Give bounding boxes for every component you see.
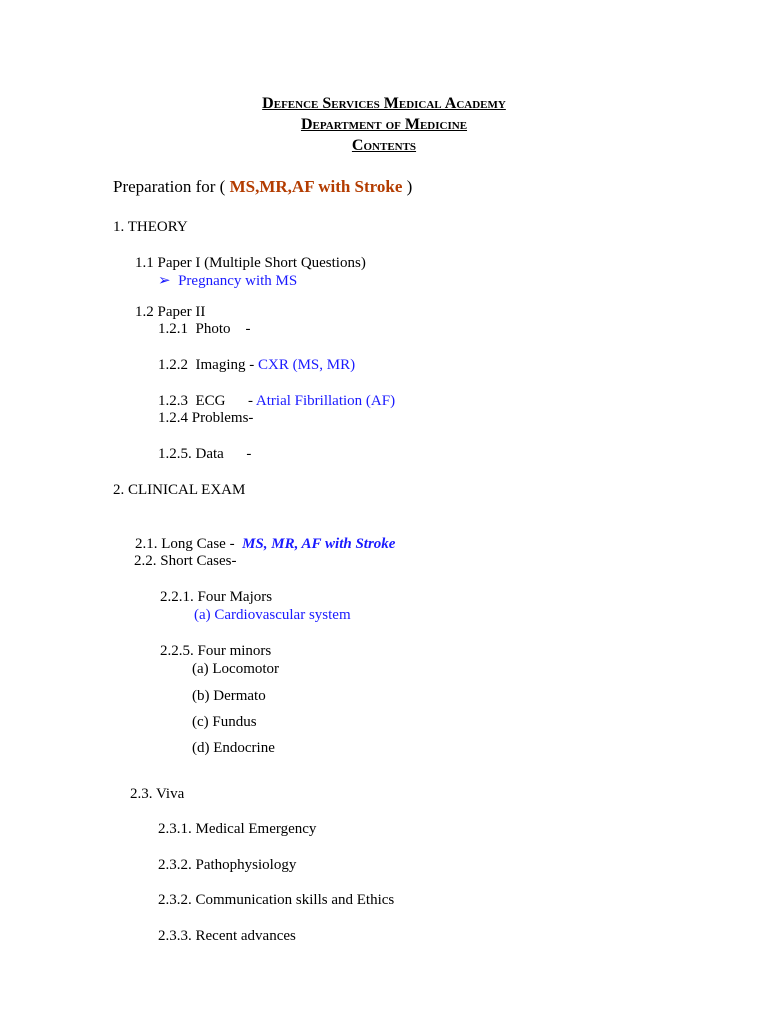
theory-heading: 1. THEORY <box>113 219 188 235</box>
long-case-value: MS, MR, AF with Stroke <box>242 536 396 552</box>
department-title: Department of Medicine <box>300 116 468 133</box>
viva-heading: 2.3. Viva <box>130 786 185 802</box>
minor-item: (c) Fundus <box>192 714 257 730</box>
viva-item: 2.3.2. Communication skills and Ethics <box>158 892 395 908</box>
viva-item: 2.3.3. Recent advances <box>158 928 296 944</box>
long-case-item <box>135 517 395 553</box>
pregnancy-ms-item: Pregnancy with MS <box>178 273 298 289</box>
four-majors-heading: 2.2.1. Four Majors <box>160 589 273 605</box>
contents-title: Contents <box>351 137 417 154</box>
minor-item: (d) Endocrine <box>192 740 275 756</box>
ecg-value: Atrial Fibrillation (AF) <box>255 393 396 409</box>
preparation-topic: MS,MR,AF with Stroke <box>229 177 403 196</box>
imaging-label: 1.2.2 Imaging - <box>158 357 258 373</box>
imaging-value: CXR (MS, MR) <box>257 357 356 373</box>
ecg-label: 1.2.3 ECG - <box>158 393 256 409</box>
photo-item: 1.2.1 Photo - <box>158 321 251 337</box>
four-minors-heading: 2.2.5. Four minors <box>160 643 272 659</box>
viva-item: 2.3.1. Medical Emergency <box>158 821 317 837</box>
long-case-label: 2.1. Long Case - <box>135 536 243 552</box>
academy-title: Defence Services Medical Academy <box>262 95 506 112</box>
preparation-prefix: Preparation for ( <box>113 177 230 196</box>
short-cases-heading: 2.2. Short Cases- <box>134 553 237 569</box>
arrow-bullet-icon: ➢ <box>158 273 171 289</box>
paper2-heading: 1.2 Paper II <box>135 304 206 320</box>
minor-item: (a) Locomotor <box>192 661 280 677</box>
major-item: (a) Cardiovascular system <box>194 607 351 623</box>
ecg-item <box>158 374 395 410</box>
minor-item: (b) Dermato <box>192 688 266 704</box>
paper1-bullet <box>158 272 297 290</box>
clinical-heading: 2. CLINICAL EXAM <box>113 482 246 498</box>
preparation-line <box>113 176 412 198</box>
paper1-heading: 1.1 Paper I (Multiple Short Questions) <box>135 255 366 271</box>
problems-item: 1.2.4 Problems- <box>158 410 254 426</box>
preparation-suffix: ) <box>402 177 413 196</box>
viva-item: 2.3.2. Pathophysiology <box>158 857 297 873</box>
data-item: 1.2.5. Data - <box>158 446 252 462</box>
imaging-item <box>158 338 355 374</box>
